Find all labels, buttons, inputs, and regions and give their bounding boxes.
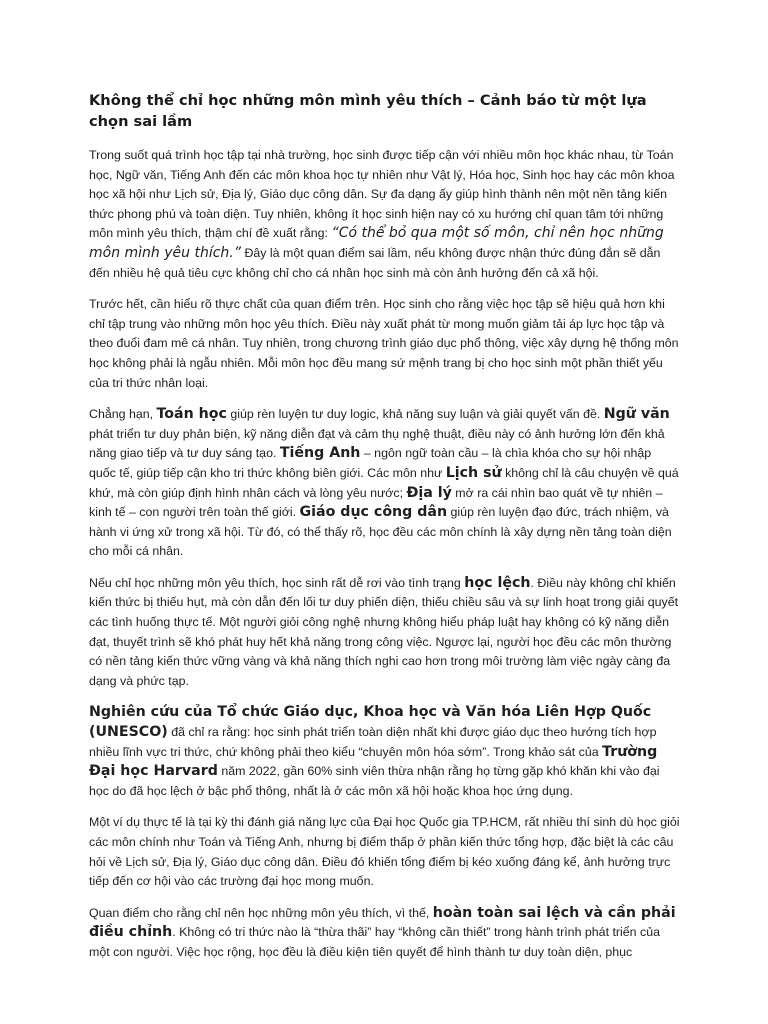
source-harvard: Trường Đại học Harvard xyxy=(89,743,658,780)
subject-english: Tiếng Anh xyxy=(279,445,361,462)
term-imbalanced-study: học lệch xyxy=(464,574,531,591)
paragraph-conclusion xyxy=(89,904,680,963)
paragraph-text: không chỉ là câu chuyện về quá khứ, mà còn giúp định hình nhân cách và lòng yêu nước; xyxy=(89,465,679,500)
subject-civics: Giáo dục công dân xyxy=(299,504,448,521)
paragraph-text: đã chỉ ra rằng: học sinh phát triển toàn diện nhất khi được giáo dục theo hướng tích hợp nhiều lĩnh vực tri thức, chứ không phải theo kiểu “chuyên môn hóa sớm”. Trong khảo sát của xyxy=(89,725,657,759)
source-unesco: Nghiên cứu của Tổ chức Giáo dục, Khoa học và Văn hóa Liên Hợp Quốc (UNESCO) xyxy=(89,704,652,741)
paragraph-text: Nếu chỉ học những môn yêu thích, học sinh rất dễ rơi vào tình trạng xyxy=(89,575,465,590)
paragraph-text: giúp rèn luyện đạo đức, trách nhiệm, và hành vi ứng xử trong xã hội. Từ đó, có thể thấy rõ, học đều các môn chính là xây dựng nền tảng toàn diện cho mỗi cá nhân. xyxy=(89,505,672,559)
subject-math: Toán học xyxy=(156,406,227,423)
paragraph-text: năm 2022, gần 60% sinh viên thừa nhận rằng họ từng gặp khó khăn khi vào đại học do đã học lệch ở bậc phổ thông, nhất là ở các môn xã hội hoặc khoa học ứng dụng. xyxy=(89,764,660,798)
paragraph-text: Quan điểm cho rằng chỉ nên học những môn yêu thích, vì thế, xyxy=(89,905,433,920)
paragraph-text: . Không có tri thức nào là “thừa thãi” hay “không cần thiết” trong hành trình phát triển của một con người. Việc học rộng, học đều là điều kiện tiên quyết để hình thành tư duy toàn diện, phục xyxy=(89,925,660,959)
paragraph-subjects xyxy=(89,405,680,562)
paragraph-text: – ngôn ngữ toàn cầu – là chìa khóa cho sự hội nhập quốc tế, giúp tiếp cận kho tri thức không biên giới. Các môn như xyxy=(89,446,652,480)
paragraph-example: Một ví dụ thực tế là tại kỳ thi đánh giá năng lực của Đại học Quốc gia TP.HCM, rất nhiều thí sinh dù học giỏi các môn chính như Toán và Tiếng Anh, nhưng bị điểm thấp ở phần kiến thức tổng hợp, đặc biệt là các câu hỏi về Lịch sử, Địa lý, Giáo dục công dân. Điều đó khiến tổng điểm bị kéo xuống đáng kể, ảnh hưởng trực tiếp đến cơ hội vào các trường đại học mong muốn. xyxy=(89,815,680,889)
subject-history: Lịch sử xyxy=(445,464,502,481)
paragraph-text: . Điều này không chỉ khiến kiến thức bị thiếu hụt, mà còn dẫn đến lối tư duy phiến diện, thiếu chiều sâu và sự linh hoạt trong giải quyết các tình huống thực tế. Một người giỏi công nghệ nhưng không hiểu pháp luật hay không có kỹ năng diễn đạt, thuyết trình sẽ khó phát huy hết khả năng trong công việc. Ngược lại, người học đều các môn thường có nền tảng kiến thức vững vàng và khả năng thích nghi cao hơn trong môi trường làm việc ngày càng đa dạng và phức tạp. xyxy=(89,575,679,688)
paragraph-text: Trong suốt quá trình học tập tại nhà trường, học sinh được tiếp cận với nhiều môn học khác nhau, từ Toán học, Ngữ văn, Tiếng Anh đến các môn khoa học tự nhiên như Vật lý, Hóa học, Sinh học hay các môn khoa học xã hội như Lịch sử, Địa lý, Giáo dục công dân. Sự đa dạng ấy giúp hình thành nên một nền tảng kiến thức phong phú và toàn diện. Tuy nhiên, không ít học sinh hiện nay có xu hướng chỉ quan tâm tới những môn mình yêu thích, thậm chí đề xuất rằng: xyxy=(89,148,675,241)
paragraph-text: Chẳng hạn, xyxy=(89,407,157,422)
document-title: Không thể chỉ học những môn mình yêu thích – Cảnh báo từ một lựa chọn sai lầm xyxy=(89,92,647,130)
paragraph-analysis: Trước hết, cần hiểu rõ thực chất của quan điểm trên. Học sinh cho rằng việc học tập sẽ hiệu quả hơn khi chỉ tập trung vào những môn học yêu thích. Điều này xuất phát từ mong muốn giảm tải áp lực học tập và theo đuổi đam mê cá nhân. Tuy nhiên, trong chương trình giáo dục phổ thông, việc xây dựng hệ thống môn học không phải là ngẫu nhiên. Mỗi môn học đều mang sứ mệnh trang bị cho học sinh một phần thiết yếu của tri thức nhân loại. xyxy=(89,297,679,390)
paragraph-research xyxy=(89,703,680,801)
key-conclusion: hoàn toàn sai lệch và cần phải điều chỉnh xyxy=(89,904,676,941)
paragraph-text: giúp rèn luyện tư duy logic, khả năng suy luận và giải quyết vấn đề. xyxy=(226,407,604,422)
paragraph-consequences xyxy=(89,574,680,692)
paragraph-text: mở ra cái nhìn bao quát về tự nhiên – kinh tế – con người trên toàn thế giới. xyxy=(89,485,663,520)
subject-geography: Địa lý xyxy=(406,484,452,501)
paragraph-text: Đây là một quan điểm sai lầm, nếu không được nhận thức đúng đắn sẽ dẫn đến nhiều hệ quả tiêu cực không chỉ cho cá nhân học sinh mà còn ảnh hưởng đến cả xã hội. xyxy=(89,245,661,280)
quoted-opinion: “Có thể bỏ qua một số môn, chỉ nên học những môn mình yêu thích.” xyxy=(89,225,664,261)
subject-literature: Ngữ văn xyxy=(603,406,670,423)
paragraph-intro xyxy=(89,146,680,283)
paragraph-text: phát triển tư duy phản biện, kỹ năng diễn đạt và cảm thụ nghệ thuật, điều này có ảnh hưởng lớn đến khả năng giao tiếp và tư duy sáng tạo. xyxy=(89,426,665,461)
